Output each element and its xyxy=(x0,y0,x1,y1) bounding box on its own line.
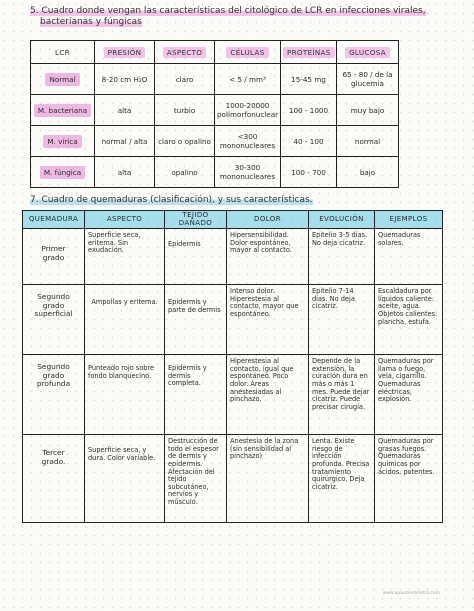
row-label-text: M. fúngica xyxy=(40,166,85,179)
aspecto-cell: Ampollas y eritema. xyxy=(85,285,165,355)
table-cell: <300 mononucleares xyxy=(215,126,281,157)
header-quemadura: QUEMADURA xyxy=(23,211,85,229)
evolucion-cell: Epitelio 3-5 días. No deja cicatriz. xyxy=(309,229,375,285)
table-cell: < 5 / mm³ xyxy=(215,64,281,95)
header-celulas: CÉLULAS xyxy=(226,47,268,58)
table-cell: alta xyxy=(95,95,155,126)
tejido-cell: Destrucción de todo el espesor de dermis y epidermis. Afectación del tejido subcutáneo, nervios y músculo. xyxy=(165,435,227,523)
table-cell: 8-20 cm H₂O xyxy=(95,64,155,95)
grado-cell: Segundo grado profunda xyxy=(23,355,85,435)
ejemplos-cell: Quemaduras por grasas fuegos. Quemaduras químicas por ácidos, potentes. xyxy=(375,435,443,523)
table-cell: 40 - 100 xyxy=(281,126,337,157)
ejemplos-cell: Quemaduras por llama o fuego, vela, cigarrillo. Quemaduras eléctricas, explosión. xyxy=(375,355,443,435)
table-cell: muy bajo xyxy=(337,95,399,126)
table-row xyxy=(23,435,443,523)
table-row xyxy=(31,95,399,126)
table-cell: normal / alta xyxy=(95,126,155,157)
table-cell: bajo xyxy=(337,157,399,188)
aspecto-cell: Superficie seca, y dura. Color variable. xyxy=(85,435,165,523)
header-cell xyxy=(337,41,399,64)
quemaduras-table xyxy=(22,210,443,523)
quemaduras-table-header xyxy=(23,211,443,229)
header-cell xyxy=(155,41,215,64)
table-cell: 100 - 700 xyxy=(281,157,337,188)
table-cell: 100 - 1000 xyxy=(281,95,337,126)
table-row xyxy=(23,355,443,435)
header-cell xyxy=(31,41,95,64)
table-cell: 30-300 mononucleares xyxy=(215,157,281,188)
row-label xyxy=(31,126,95,157)
tejido-cell: Epidermis y dermis completa. xyxy=(165,355,227,435)
table-cell: opalino xyxy=(155,157,215,188)
table-row xyxy=(31,64,399,95)
ejemplos-cell: Escaldadura por líquidos caliente: aceite, agua. Objetos calientes: plancha, estufa. xyxy=(375,285,443,355)
row-label xyxy=(31,157,95,188)
table-cell: turbio xyxy=(155,95,215,126)
header-aspecto: ASPECTO xyxy=(85,211,165,229)
header-cell xyxy=(95,41,155,64)
section-7-title xyxy=(30,195,450,206)
header-ejemplos: EJEMPLOS xyxy=(375,211,443,229)
evolucion-cell: Lenta. Existe riesgo de infección profunda. Precisa tratamiento quirúrgico. Deja cicatriz. xyxy=(309,435,375,523)
header-presion: PRESIÓN xyxy=(104,47,146,58)
table-cell: alta xyxy=(95,157,155,188)
table-row xyxy=(23,285,443,355)
section-5-title-line-1: 5. Cuadro donde vengan las características del citológico de LCR en infecciones virales, xyxy=(30,6,426,16)
table-row xyxy=(31,157,399,188)
section-5-title xyxy=(30,6,450,28)
table-cell: 15-45 mg xyxy=(281,64,337,95)
evolucion-cell: Epitelio 7-14 días. No deja cicatriz. xyxy=(309,285,375,355)
footer-url: www.apuntesdeletra.com xyxy=(382,591,440,596)
header-lcr: LCR xyxy=(55,47,70,57)
header-cell xyxy=(281,41,337,64)
table-cell: claro o opalino xyxy=(155,126,215,157)
grado-cell: Primer grado xyxy=(23,229,85,285)
section-7-title-text: 7. Cuadro de quemaduras (clasificación), y sus características. xyxy=(30,195,313,205)
row-label-text: Normal xyxy=(45,73,79,86)
table-cell: 65 - 80 / de la glucemia xyxy=(337,64,399,95)
table-cell: normal xyxy=(337,126,399,157)
table-row xyxy=(23,229,443,285)
header-proteinas: PROTEÍNAS xyxy=(283,47,335,58)
ejemplos-cell: Quemaduras solares. xyxy=(375,229,443,285)
grado-cell: Segundo grado superficial xyxy=(23,285,85,355)
row-label xyxy=(31,95,95,126)
aspecto-cell: Punteado rojo sobre fondo blanquecino. xyxy=(85,355,165,435)
evolucion-cell: Depende de la extensión, la curación dura en más o más 1 mes. Puede dejar cicatriz. Puede precisar cirugía. xyxy=(309,355,375,435)
dolor-cell: Hipersensibilidad. Dolor espontáneo, mayor al contacto. xyxy=(227,229,309,285)
dolor-cell: Anestesia de la zona (sin sensibilidad al pinchazo) xyxy=(227,435,309,523)
header-evolucion: EVOLUCIÓN xyxy=(309,211,375,229)
header-cell xyxy=(215,41,281,64)
row-label-text: M. bacteriana xyxy=(34,104,91,117)
table-row xyxy=(31,126,399,157)
row-label-text: M. vírica xyxy=(43,135,81,148)
header-aspecto: ASPECTO xyxy=(163,47,207,58)
grado-cell: Tercer grado. xyxy=(23,435,85,523)
lcr-table xyxy=(30,40,399,188)
tejido-cell: Epidermis y parte de dermis xyxy=(165,285,227,355)
aspecto-cell: Superficie seca, eritema. Sin exudación. xyxy=(85,229,165,285)
header-dolor: DOLOR xyxy=(227,211,309,229)
dolor-cell: Intenso dolor. Hiperestesia al contacto, mayor que espontáneo. xyxy=(227,285,309,355)
header-tejido: TEJIDO DAÑADO xyxy=(165,211,227,229)
section-5-title-line-2: bacterianas y fúngicas xyxy=(40,17,142,27)
tejido-cell: Epidermis xyxy=(165,229,227,285)
table-cell: claro xyxy=(155,64,215,95)
header-glucosa: GLUCOSA xyxy=(345,47,390,58)
table-cell: 1000-20000 polimorfonuclear xyxy=(215,95,281,126)
lcr-table-header xyxy=(31,41,399,64)
row-label xyxy=(31,64,95,95)
dolor-cell: Hiperestesia al contacto, igual que espontáneo. Poco dolor. Áreas anestesiadas al pinchazo. xyxy=(227,355,309,435)
